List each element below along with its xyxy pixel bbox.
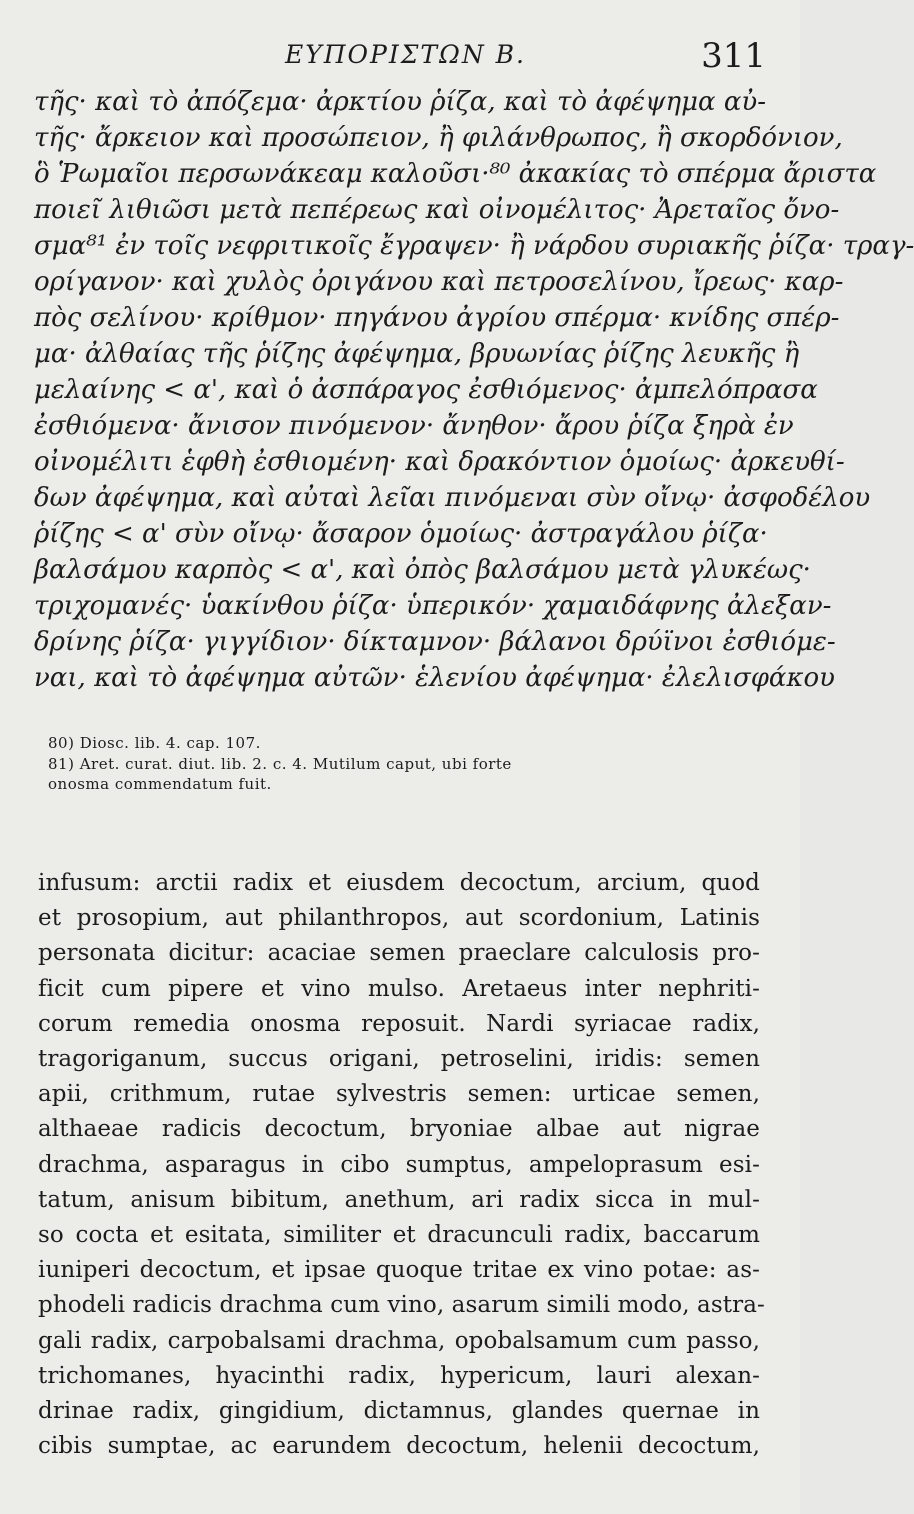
latin-line: tatum, anisum bibitum, anethum, ari radix sicca in mul- — [38, 1186, 760, 1213]
latin-line: et prosopium, aut philanthropos, aut scordonium, Latinis — [38, 905, 760, 932]
greek-line: οἰνομέλιτι ἑφθὴ ἐσθιομένη· καὶ δρακόντιον ὁμοίως· ἀρκευθί- — [34, 447, 845, 477]
running-title: ΕΥΠΟΡΙΣΤΩΝ Β. — [285, 40, 526, 69]
latin-line: gali radix, carpobalsami drachma, opobalsamum cum passo, — [38, 1327, 760, 1354]
greek-line: τῆς· καὶ τὸ ἀπόζεμα· ἀρκτίου ῥίζα, καὶ τὸ ἀφέψημα αὐ- — [34, 87, 766, 117]
greek-line: πὸς σελίνου· κρίθμον· πηγάνου ἀγρίου σπέρμα· κνίδης σπέρ- — [34, 303, 840, 333]
latin-line: cibis sumptae, ac earundem decoctum, helenii decoctum, — [38, 1433, 760, 1460]
greek-text-block — [34, 84, 914, 696]
greek-line: ῥίζης < α' σὺν οἴνῳ· ἄσαρον ὁμοίως· ἀστραγάλου ῥίζα· — [34, 519, 768, 549]
greek-line: μα· ἀλθαίας τῆς ῥίζης ἀφέψημα, βρυωνίας ῥίζης λευκῆς ἢ — [34, 339, 800, 369]
greek-line: τῆς· ἄρκειον καὶ προσώπειον, ἢ φιλάνθρωπος, ἢ σκορδόνιον, — [34, 123, 843, 153]
latin-line: trichomanes, hyacinthi radix, hypericum, lauri alexan- — [38, 1362, 760, 1389]
latin-line: infusum: arctii radix et eiusdem decoctum, arcium, quod — [38, 870, 760, 896]
latin-line: personata dicitur: acaciae semen praeclare calculosis pro- — [38, 940, 760, 967]
greek-line: ὃ Ῥωμαῖοι περσωνάκεαμ καλοῦσι·⁸⁰ ἀκακίας τὸ σπέρμα ἄριστα — [34, 159, 877, 189]
latin-line: phodeli radicis drachma cum vino, asarum simili modo, astra- — [38, 1292, 765, 1319]
footnote-line: onosma commendatum fuit. — [48, 775, 272, 793]
latin-line: apii, crithmum, rutae sylvestris semen: urticae semen, — [38, 1081, 760, 1108]
footnote-line: 80) Diosc. lib. 4. cap. 107. — [48, 734, 261, 752]
latin-line: so cocta et esitata, similiter et dracunculi radix, baccarum — [38, 1222, 760, 1249]
latin-line: drachma, asparagus in cibo sumptus, ampeloprasum esi- — [38, 1151, 760, 1178]
page-number: 311 — [701, 36, 766, 76]
greek-line: βαλσάμου καρπὸς < α', καὶ ὀπὸς βαλσάμου μετὰ γλυκέως· — [34, 555, 811, 585]
footnote-line: 81) Aret. curat. diut. lib. 2. c. 4. Mutilum caput, ubi forte — [48, 754, 512, 773]
running-head — [0, 36, 800, 86]
greek-line: δων ἀφέψημα, καὶ αὐταὶ λεῖαι πινόμεναι σὺν οἴνῳ· ἀσφοδέλου — [34, 483, 871, 513]
greek-line: ἐσθιόμενα· ἄνισον πινόμενον· ἄνηθον· ἄρου ῥίζα ξηρὰ ἐν — [34, 411, 794, 441]
greek-line: ποιεῖ λιθιῶσι μετὰ πεπέρεως καὶ οἰνομέλιτος· Ἀρεταῖος ὄνο- — [34, 195, 840, 225]
greek-line: ορίγανον· καὶ χυλὸς ὀριγάνου καὶ πετροσελίνου, ἴρεως· καρ- — [34, 267, 844, 297]
footnotes — [48, 733, 768, 795]
latin-line: corum remedia onosma reposuit. Nardi syriacae radix, — [38, 1010, 760, 1037]
latin-line: drinae radix, gingidium, dictamnus, glandes quernae in — [38, 1398, 760, 1425]
greek-line: δρίνης ῥίζα· γιγγίδιον· δίκταμνον· βάλανοι δρύϊνοι ἐσθιόμε- — [34, 627, 836, 657]
latin-line: tragoriganum, succus origani, petroselini, iridis: semen — [38, 1046, 760, 1073]
latin-line: ficit cum pipere et vino mulso. Aretaeus inter nephriti- — [38, 975, 760, 1002]
greek-line: ναι, καὶ τὸ ἀφέψημα αὐτῶν· ἑλενίου ἀφέψημα· ἐλελισφάκου — [34, 663, 835, 693]
greek-line: μελαίνης < α', καὶ ὁ ἀσπάραγος ἐσθιόμενος· ἀμπελόπρασα — [34, 375, 818, 405]
latin-line: iuniperi decoctum, et ipsae quoque tritae ex vino potae: as- — [38, 1257, 760, 1284]
greek-line: σμα⁸¹ ἐν τοῖς νεφριτικοῖς ἔγραψεν· ἢ νάρδου συριακῆς ῥίζα· τραγ- — [34, 231, 914, 261]
greek-line: τριχομανές· ὑακίνθου ῥίζα· ὑπερικόν· χαμαιδάφνης ἀλεξαν- — [34, 591, 832, 621]
latin-text-block — [38, 866, 765, 1464]
latin-line: althaeae radicis decoctum, bryoniae albae aut nigrae — [38, 1116, 760, 1143]
